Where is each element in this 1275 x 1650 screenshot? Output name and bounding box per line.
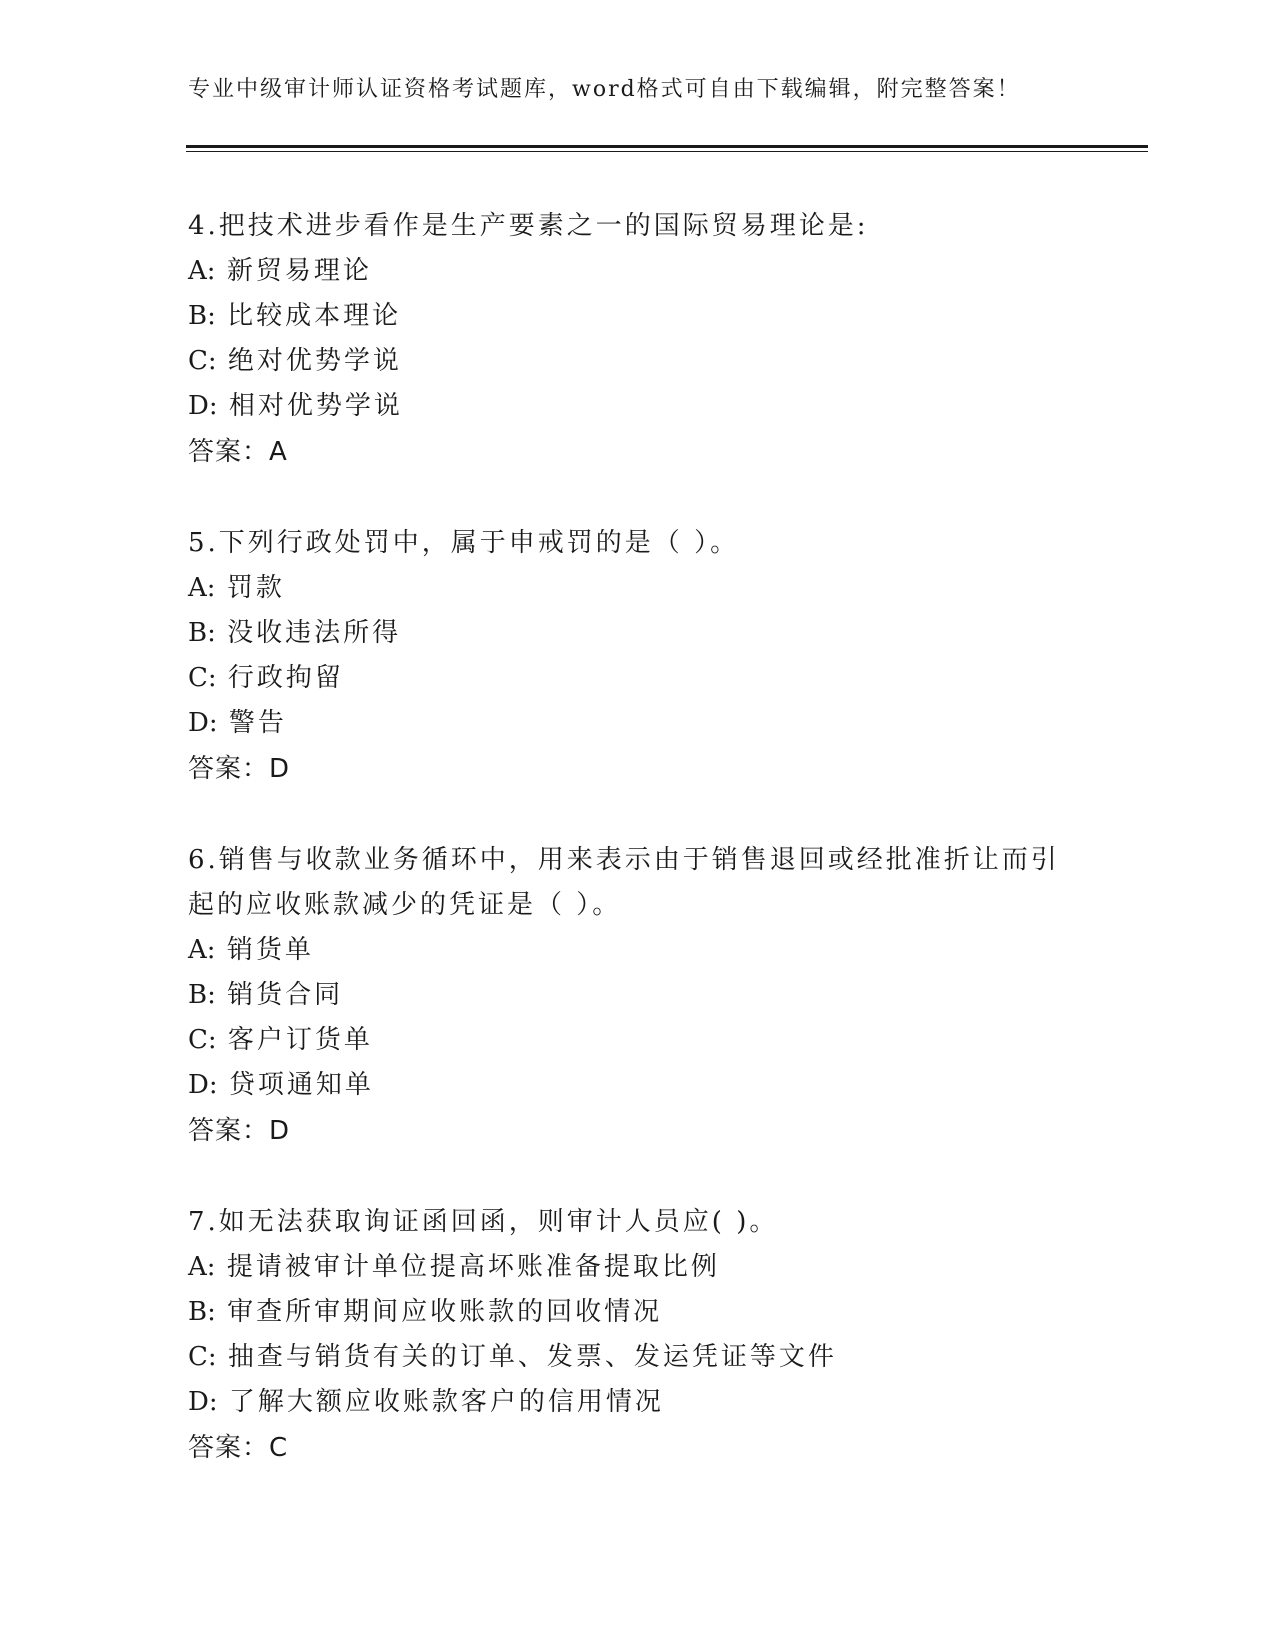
question-stem: 5.下列行政处罚中，属于申戒罚的是（ ）。 <box>188 528 740 558</box>
option-a: A: 销货单 <box>188 935 314 965</box>
question-6 <box>188 838 1088 1154</box>
header-rule-thick <box>186 145 1148 148</box>
option-b: B: 没收违法所得 <box>188 618 402 648</box>
question-4 <box>188 204 1088 475</box>
option-c: C: 绝对优势学说 <box>188 346 402 376</box>
option-b: B: 比较成本理论 <box>188 301 402 331</box>
option-a: A: 提请被审计单位提高坏账准备提取比例 <box>188 1252 720 1282</box>
option-d: D: 贷项通知单 <box>188 1070 374 1100</box>
option-c: C: 行政拘留 <box>188 663 344 693</box>
answer-label: 答案：D <box>188 1116 291 1146</box>
option-c: C: 客户订货单 <box>188 1025 373 1055</box>
header-rule-thin <box>186 151 1148 152</box>
option-b: B: 销货合同 <box>188 980 344 1010</box>
option-b: B: 审查所审期间应收账款的回收情况 <box>188 1297 663 1327</box>
question-stem: 4.把技术进步看作是生产要素之一的国际贸易理论是: <box>188 211 869 241</box>
answer-label: 答案：C <box>188 1433 289 1463</box>
question-7 <box>188 1200 1088 1471</box>
question-stem: 7.如无法获取询证函回函，则审计人员应( )。 <box>188 1207 779 1237</box>
option-a: A: 罚款 <box>188 573 285 603</box>
question-list <box>188 204 1088 1517</box>
option-d: D: 了解大额应收账款客户的信用情况 <box>188 1387 664 1417</box>
page-header: 专业中级审计师认证资格考试题库，word格式可自由下载编辑，附完整答案！ <box>188 77 1021 102</box>
option-d: D: 警告 <box>188 708 287 738</box>
question-5 <box>188 521 1088 792</box>
option-d: D: 相对优势学说 <box>188 391 403 421</box>
answer-label: 答案：A <box>188 437 288 467</box>
option-a: A: 新贸易理论 <box>188 256 372 286</box>
question-stem-line-1: 6.销售与收款业务循环中，用来表示由于销售退回或经批准折让而引 <box>188 845 1060 875</box>
answer-label: 答案：D <box>188 754 291 784</box>
question-stem-line-2: 起的应收账款减少的凭证是（ ）。 <box>188 890 622 920</box>
option-c: C: 抽查与销货有关的订单、发票、发运凭证等文件 <box>188 1342 837 1372</box>
